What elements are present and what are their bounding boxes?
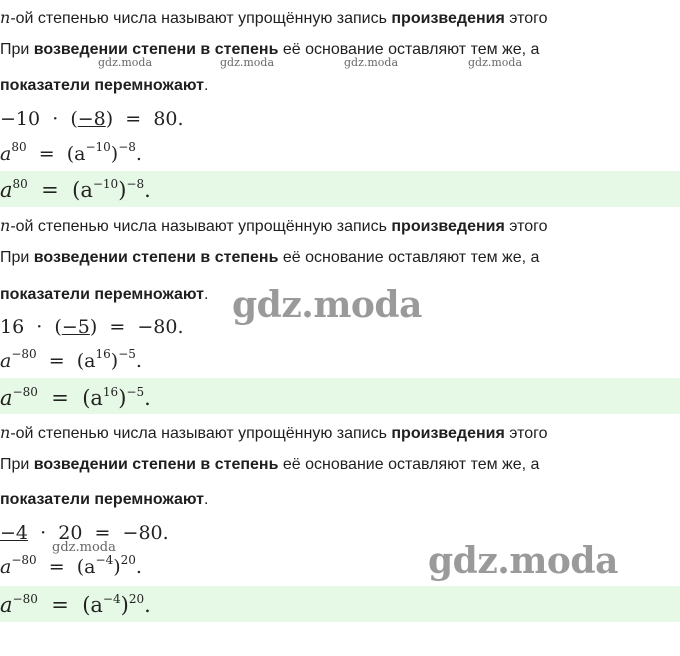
- equation-product-3: −4 · 20 = −80.: [0, 522, 169, 544]
- watermark-small: gdz.moda: [52, 540, 116, 555]
- intro-text-3: n-ой степенью числа называют упрощённую запись произведения этого: [0, 423, 548, 442]
- equation-power-1: $a^{80} = (a^{-10})^{-8}$.: [0, 140, 142, 165]
- watermark-small: gdz.moda: [468, 56, 523, 69]
- watermark-small: gdz.moda: [220, 56, 275, 69]
- answer-equation-1: $a^{80} = (a^{-10})^{-8}$.: [0, 177, 151, 202]
- answer-equation-2: $a^{-80} = (a^{16})^{-5}$.: [0, 385, 151, 410]
- equation-power-2: $a^{-80} = (a^{16})^{-5}$.: [0, 347, 142, 372]
- rule-text-3: При возведении степени в степень её основание оставляют тем же, а: [0, 456, 540, 473]
- intro-text-2: n-ой степенью числа называют упрощённую запись произведения этого: [0, 216, 548, 235]
- watermark-big: gdz.moda: [428, 540, 618, 582]
- intro-text-1: n-ой степенью числа называют упрощённую запись произведения этого: [0, 8, 548, 27]
- rule-conclusion-2: показатели перемножают.: [0, 286, 209, 303]
- equation-product-1: −10 · (−8) = 80.: [0, 108, 184, 130]
- rule-text-1: При возведении степени в степень её основание оставляют тем же, а: [0, 41, 540, 58]
- rule-text-2: При возведении степени в степень её основание оставляют тем же, а: [0, 249, 540, 266]
- watermark-small: gdz.moda: [344, 56, 399, 69]
- rule-conclusion-1: показатели перемножают.: [0, 77, 209, 94]
- rule-conclusion-3: показатели перемножают.: [0, 491, 209, 508]
- equation-product-2: 16 · (−5) = −80.: [0, 316, 184, 338]
- watermark-big: gdz.moda: [232, 284, 422, 326]
- answer-equation-3: $a^{-80} = (a^{-4})^{20}$.: [0, 592, 151, 617]
- watermark-small: gdz.moda: [98, 56, 153, 69]
- equation-power-3: $a^{-80} = (a^{-4})^{20}$.: [0, 553, 142, 578]
